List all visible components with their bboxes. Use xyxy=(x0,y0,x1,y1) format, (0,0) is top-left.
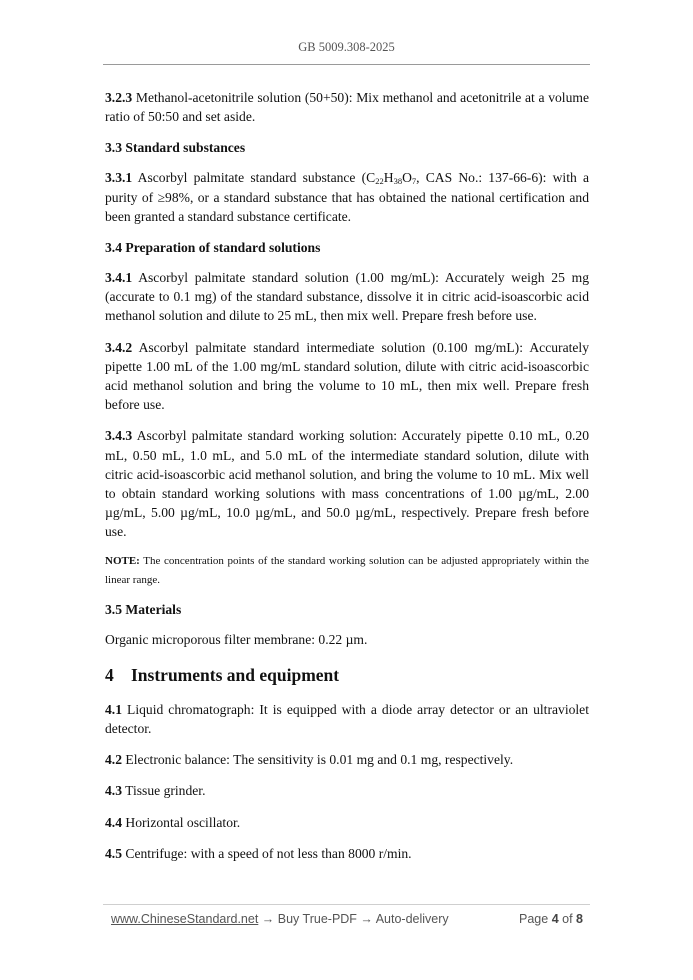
clause-number: 3.4.1 xyxy=(105,270,133,286)
section-title: Instruments and equipment xyxy=(131,664,340,685)
footer-promo xyxy=(111,912,449,926)
clause-3-3-1 xyxy=(105,168,589,226)
clause-text: Centrifuge: with a speed of not less than 8000 r/min. xyxy=(125,845,412,861)
note-text: The concentration points of the standard working solution can be adjusted appropriately within the linear range. xyxy=(105,554,589,586)
clause-text: Liquid chromatograph: It is equipped with a diode array detector or an ultraviolet detector. xyxy=(105,701,589,737)
materials-text: Organic microporous filter membrane: 0.22 µm. xyxy=(105,631,368,647)
heading-3-5: 3.5 Materials xyxy=(105,601,182,617)
clause-text: Electronic balance: The sensitivity is 0.01 mg and 0.1 mg, respectively. xyxy=(125,752,514,768)
clause-text: Ascorbyl palmitate standard solution (1.00 mg/mL): Accurately weigh 25 mg (accurate to 0.1 mg) of the standard substance, dissolve it in citric acid-isoascorbic acid methanol solution and dilute to 25 mL, then mix well. Prepare fresh before use. xyxy=(105,270,589,324)
clause-number: 4.1 xyxy=(105,701,122,717)
clause-number: 3.4.2 xyxy=(105,339,133,355)
clause-text: Methanol-acetonitrile solution (50+50): Mix methanol and acetonitrile at a volume ratio of 50:50 and set aside. xyxy=(105,90,589,125)
clause-4-5 xyxy=(105,844,589,863)
clause-4-1 xyxy=(105,700,589,738)
page-body xyxy=(105,88,589,863)
page-label: Page xyxy=(519,912,549,926)
clause-3-4-1 xyxy=(105,268,589,326)
header-divider xyxy=(103,64,590,65)
clause-text: Ascorbyl palmitate standard working solution: Accurately pipette 0.10 mL, 0.20 mL, 0.50 mL, 1.0 mL, and 5.0 mL of the intermediate standard solution, dilute with citric acid-isoascorbic acid methanol solution, and bring the volume to 10 mL. Mix well to obtain standard working solutions with mass concentrations of 1.00 µg/mL, 2.00 µg/mL, 5.00 µg/mL, 10.0 µg/mL, and 50.0 µg/mL, respectively. Prepare fresh before use. xyxy=(105,428,589,540)
page-footer xyxy=(111,912,583,926)
section-number: 4 xyxy=(105,664,114,685)
subscript: 22 xyxy=(375,176,384,187)
clause-4-4 xyxy=(105,813,589,832)
clause-number: 3.2.3 xyxy=(105,90,133,105)
clause-3-4-2 xyxy=(105,338,589,415)
clause-text: , CAS No.: 137-66-6): with a purity of ≥98%, or a standard substance that has obtained the national certification and been granted a standard substance certificate. xyxy=(105,170,589,224)
clause-number: 3.4.3 xyxy=(105,428,133,444)
clause-number: 4.2 xyxy=(105,752,122,768)
clause-text: Ascorbyl palmitate standard intermediate solution (0.100 mg/mL): Accurately pipette 1.00 mL of the 1.00 mg/mL standard solution, dilute with citric acid-isoascorbic acid methanol solution and bring the volume to 10 mL, then mix well. Prepare fresh before use. xyxy=(105,339,589,413)
clause-number: 3.3.1 xyxy=(105,170,133,186)
clause-4-2 xyxy=(105,750,589,769)
clause-number: 4.5 xyxy=(105,845,122,861)
page-header: GB 5009.308-2025 xyxy=(298,40,395,54)
footer-divider xyxy=(103,904,590,905)
heading-3-4: 3.4 Preparation of standard solutions xyxy=(105,240,321,256)
subscript: 38 xyxy=(393,176,403,187)
clause-text: O xyxy=(402,170,412,186)
subscript: 7 xyxy=(411,176,417,187)
clause-text: Horizontal oscillator. xyxy=(125,814,241,830)
note-label: NOTE: xyxy=(105,554,140,567)
note xyxy=(105,552,589,590)
clause-text: Ascorbyl palmitate standard substance (C xyxy=(137,170,376,186)
heading-4 xyxy=(105,664,589,686)
clause-text: Tissue grinder. xyxy=(125,783,206,799)
of-label: of xyxy=(562,912,573,926)
clause-number: 4.4 xyxy=(105,814,122,830)
clause-4-3 xyxy=(105,781,589,800)
website-link[interactable]: www.ChineseStandard.net xyxy=(111,912,259,926)
page-indicator xyxy=(519,912,583,926)
clause-number: 4.3 xyxy=(105,783,122,799)
clause-text: H xyxy=(383,170,394,186)
current-page: 4 xyxy=(551,912,559,926)
clause-3-4-3 xyxy=(105,426,589,541)
footer-promo-text: → Buy True-PDF → Auto-delivery xyxy=(258,912,449,926)
total-pages: 8 xyxy=(576,912,583,926)
heading-3-3: 3.3 Standard substances xyxy=(105,140,246,156)
clause-3-2-3 xyxy=(105,88,589,126)
